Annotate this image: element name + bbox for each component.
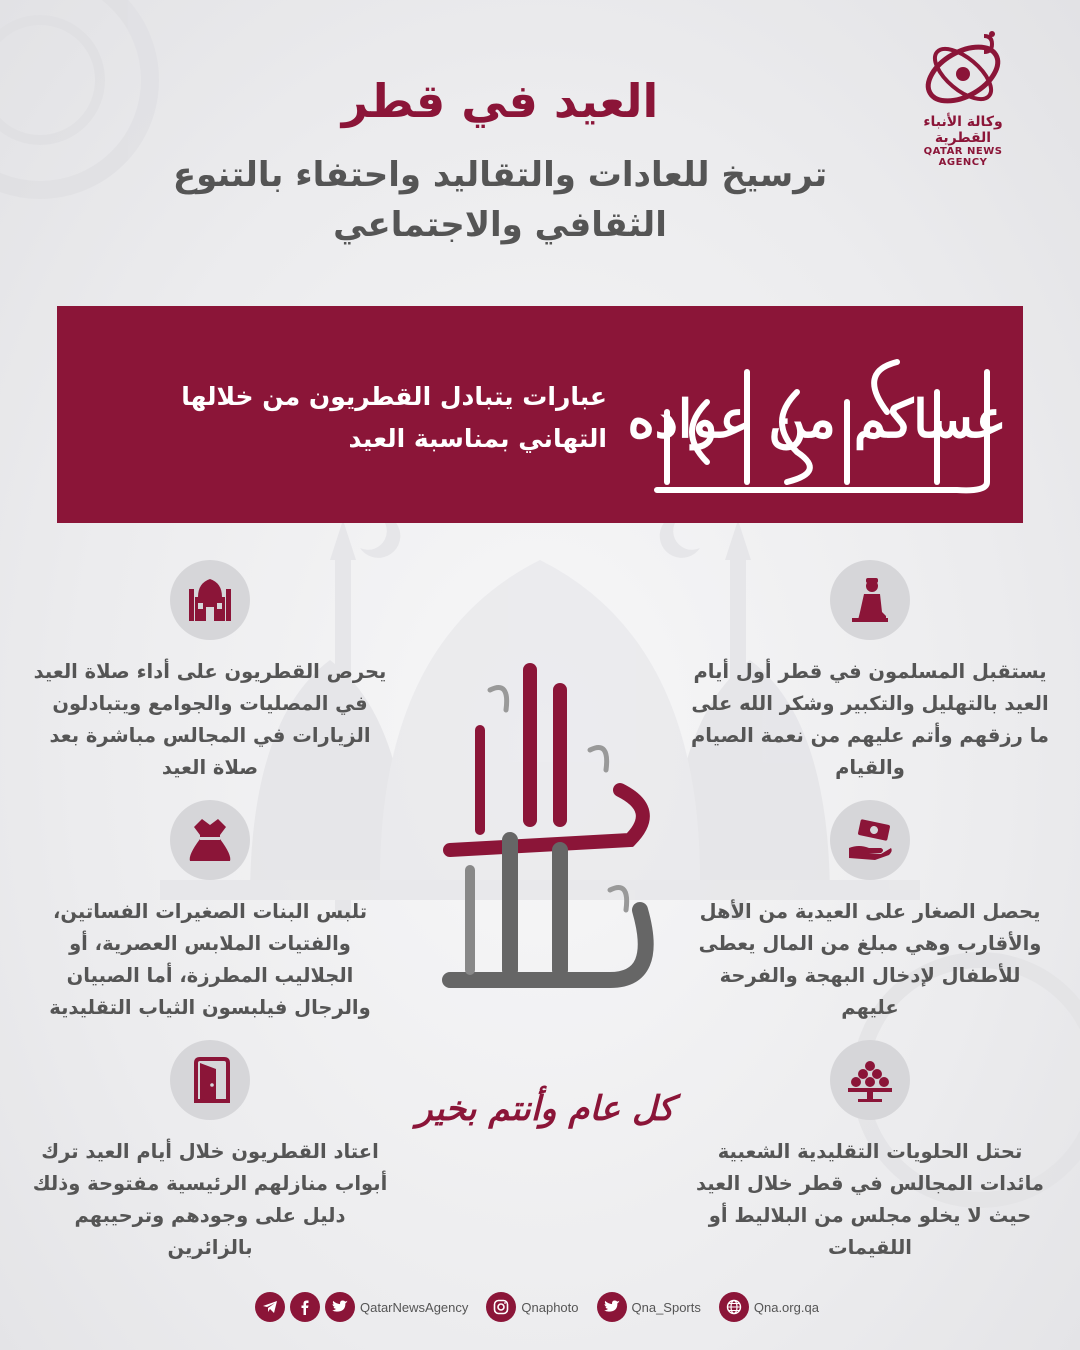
feature-dress <box>30 800 390 1024</box>
open-door-icon <box>170 1040 250 1120</box>
feature-sweets-text: تحتل الحلويات التقليدية الشعبية مائدات المجالس في قطر خلال العيد حيث لا يخلو مجلس من البلاليط أو اللقيمات <box>696 1140 1044 1259</box>
footer-main-handle[interactable]: QatarNewsAgency <box>360 1299 469 1315</box>
money-hand-icon <box>830 800 910 880</box>
eid-mubarak-calligraphy <box>410 650 670 1010</box>
eid-mubarak-text: عيد مبارك <box>540 1005 545 1006</box>
feature-eidiya <box>690 800 1050 1024</box>
kol-am-greeting <box>380 1060 710 1150</box>
facebook-icon[interactable] <box>290 1292 320 1322</box>
banner-calligraphy-text: عساكم من عواده <box>627 389 1007 450</box>
twitter-icon[interactable] <box>325 1292 355 1322</box>
feature-prayer <box>690 560 1050 784</box>
praying-man-icon <box>830 560 910 640</box>
greeting-banner <box>57 306 1023 523</box>
kol-am-greeting-text: كل عام وأنتم بخير <box>416 1089 674 1129</box>
feature-sweets <box>690 1040 1050 1264</box>
footer-website[interactable]: Qna.org.qa <box>753 1299 819 1315</box>
globe-icon[interactable] <box>719 1292 749 1322</box>
sweets-platter-icon <box>830 1040 910 1120</box>
footer-sports-group <box>597 1292 701 1322</box>
feature-mosque <box>30 560 390 784</box>
footer-instagram-group <box>486 1292 578 1322</box>
feature-prayer-text: يستقبل المسلمون في قطر أول أيام العيد بالتهليل والتكبير وشكر الله على ما رزقهم وأتم عليهم من نعمة الصيام والقيام <box>691 660 1049 779</box>
instagram-icon[interactable] <box>486 1292 516 1322</box>
feature-mosque-text: يحرص القطريون على أداء صلاة العيد في المصليات والجوامع ويتبادلون الزيارات في المجالس مباشرة بعد صلاة العيد <box>33 660 387 779</box>
page-subtitle: ترسيخ للعادات والتقاليد واحتفاء بالتنوع الثقافي والاجتماعي <box>172 155 828 245</box>
footer-sports-handle[interactable]: Qna_Sports <box>631 1299 701 1315</box>
mosque-icon <box>170 560 250 640</box>
banner-calligraphy <box>617 332 1017 502</box>
dress-icon <box>170 800 250 880</box>
twitter-sports-icon[interactable] <box>597 1292 627 1322</box>
logo-name-arabic: وكالة الأنباء القطرية <box>923 114 1003 146</box>
page-title: العيد في قطر <box>341 74 659 128</box>
footer-main-group <box>255 1292 468 1322</box>
feature-eidiya-text: يحصل الصغار على العيدية من الأهل والأقارب وهي مبلغ من المال يعطى للأطفال لإدخال البهجة والفرحة عليهم <box>698 900 1042 1019</box>
social-footer <box>255 1290 831 1324</box>
banner-text: عبارات يتبادل القطريون من خلالها التهاني بمناسبة العيد <box>181 382 607 453</box>
footer-instagram-handle[interactable]: Qnaphoto <box>521 1299 579 1315</box>
feature-doors-text: اعتاد القطريون خلال أيام العيد ترك أبواب منازلهم الرئيسية مفتوحة وذلك دليل على وجودهم وترحيبهم بالزائرين <box>32 1140 388 1259</box>
footer-website-group <box>719 1292 819 1322</box>
feature-dress-text: تلبس البنات الصغيرات الفساتين، والفتيات الملابس العصرية، أو الجلاليب المطرزة، أما الصبيان والرجال فيلبسون الثياب التقليدية <box>49 900 371 1019</box>
feature-doors <box>30 1040 390 1264</box>
logo-name-english: QATAR NEWS AGENCY <box>923 146 1003 168</box>
telegram-icon[interactable] <box>255 1292 285 1322</box>
